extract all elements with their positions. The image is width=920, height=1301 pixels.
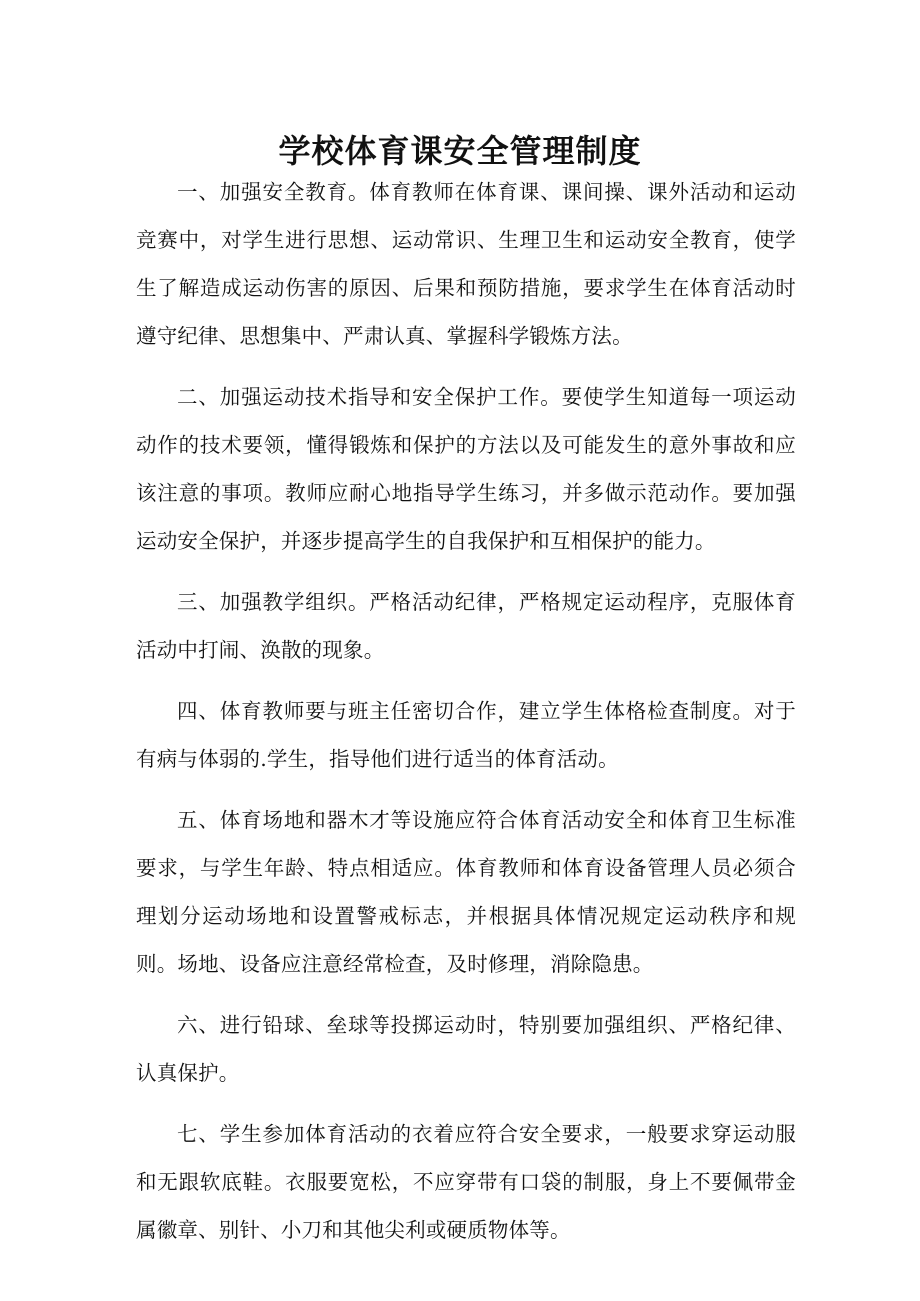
paragraph-7: 七、学生参加体育活动的衣着应符合安全要求，一般要求穿运动服和无跟软底鞋。衣服要宽松，不应穿带有口袋的制服，身上不要佩带金属徽章、别针、小刀和其他尖利或硬质物体等。 xyxy=(136,1122,796,1242)
paragraph-2: 二、加强运动技术指导和安全保护工作。要使学生知道每一项运动动作的技术要领，懂得锻炼和保护的方法以及可能发生的意外事故和应该注意的事项。教师应耐心地指导学生练习，并多做示范动作。要加强运动安全保护，并逐步提高学生的自我保护和互相保护的能力。 xyxy=(136,385,796,553)
document-title: 学校体育课安全管理制度 xyxy=(278,132,642,171)
paragraph-1: 一、加强安全教育。体育教师在体育课、课间操、课外活动和运动竞赛中，对学生进行思想、运动常识、生理卫生和运动安全教育，使学生了解造成运动伤害的原因、后果和预防措施，要求学生在体育活动时遵守纪律、思想集中、严肃认真、掌握科学锻炼方法。 xyxy=(136,180,796,348)
paragraph-5: 五、体育场地和器木才等设施应符合体育活动安全和体育卫生标准要求，与学生年龄、特点相适应。体育教师和体育设备管理人员必须合理划分运动场地和设置警戒标志，并根据具体情况规定运动秩序和规则。场地、设备应注意经常检查，及时修理，消除隐患。 xyxy=(136,808,796,976)
paragraph-3: 三、加强教学组织。严格活动纪律，严格规定运动程序，克服体育活动中打闹、涣散的现象。 xyxy=(136,590,796,662)
paragraph-4: 四、体育教师要与班主任密切合作，建立学生体格检查制度。对于有病与体弱的.学生，指导他们进行适当的体育活动。 xyxy=(136,699,796,771)
document-body xyxy=(136,168,796,1267)
paragraph-6: 六、进行铅球、垒球等投掷运动时，特别要加强组织、严格纪律、认真保护。 xyxy=(136,1013,796,1085)
